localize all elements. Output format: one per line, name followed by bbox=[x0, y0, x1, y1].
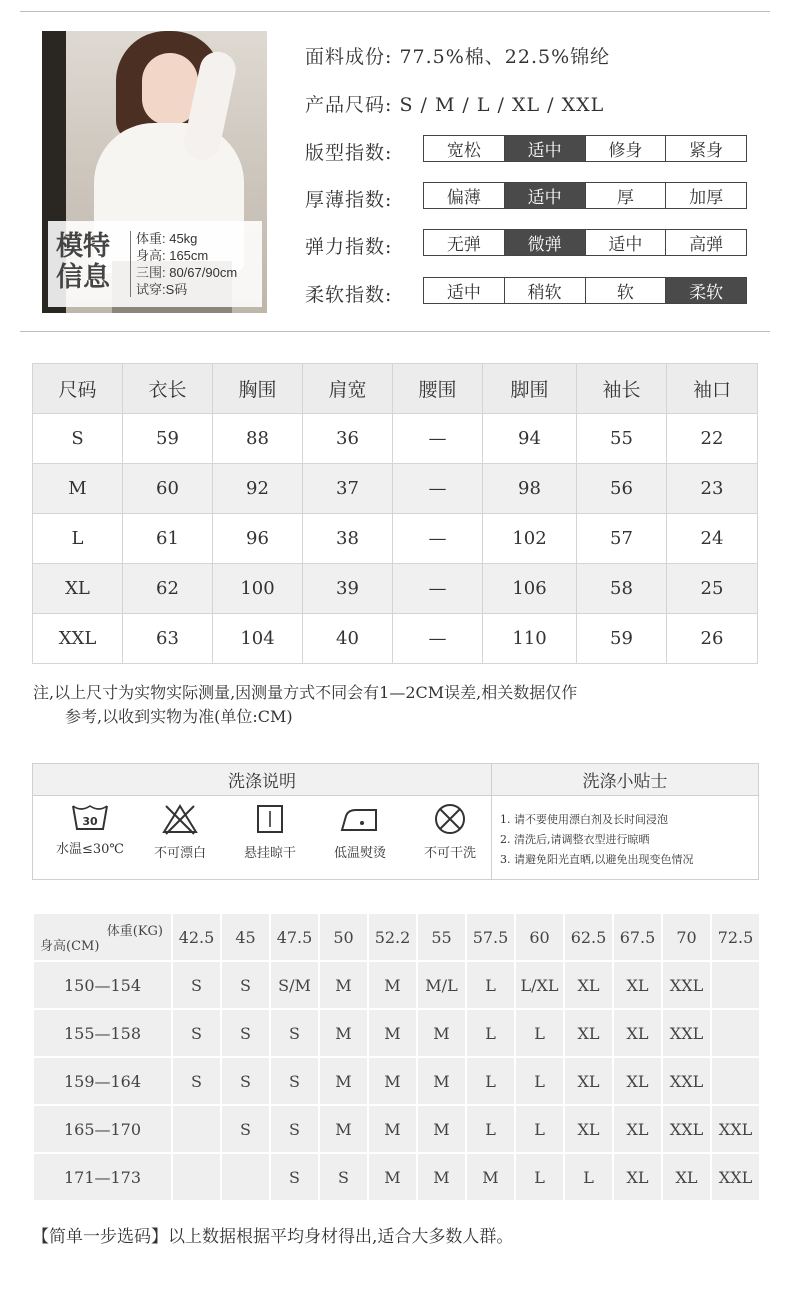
size-cell: L bbox=[467, 1106, 514, 1152]
table-cell: 92 bbox=[213, 464, 303, 514]
size-cell: XL bbox=[565, 962, 612, 1008]
model-photo bbox=[42, 31, 267, 313]
size-cell: XXL bbox=[663, 1010, 710, 1056]
table-cell: 24 bbox=[667, 514, 758, 564]
weight-header: 72.5 bbox=[712, 914, 759, 960]
table-row bbox=[34, 1058, 759, 1104]
table-row bbox=[33, 464, 758, 514]
size-cell: S bbox=[271, 1010, 318, 1056]
section-divider bbox=[20, 331, 770, 332]
wash-30-icon bbox=[70, 802, 110, 832]
index-elasticity-option-selected: 微弹 bbox=[504, 230, 585, 255]
index-softness-options bbox=[423, 277, 747, 304]
size-cell: S bbox=[271, 1106, 318, 1152]
table-cell: 104 bbox=[213, 614, 303, 664]
wash-item-label: 不可漂白 bbox=[153, 846, 206, 861]
table-cell: 88 bbox=[213, 414, 303, 464]
table-cell: XL bbox=[33, 564, 123, 614]
table-cell: 106 bbox=[483, 564, 577, 614]
model-info-title bbox=[56, 231, 126, 293]
size-cell: S bbox=[271, 1058, 318, 1104]
size-cell: L bbox=[516, 1010, 563, 1056]
index-fit-options bbox=[423, 135, 747, 162]
index-elasticity-option: 适中 bbox=[585, 230, 666, 255]
size-cell: S bbox=[271, 1154, 318, 1200]
index-thickness-option: 加厚 bbox=[665, 183, 746, 208]
size-cell: L/XL bbox=[516, 962, 563, 1008]
fit-table-corner bbox=[34, 914, 171, 960]
size-cell: S bbox=[173, 1058, 220, 1104]
washing-tips-title: 洗涤小贴士 bbox=[491, 764, 758, 796]
size-table-header-cell: 腰围 bbox=[393, 364, 483, 414]
size-cell: XL bbox=[614, 1154, 661, 1200]
table-row bbox=[34, 962, 759, 1008]
table-cell: 37 bbox=[303, 464, 393, 514]
size-cell: M bbox=[418, 1154, 465, 1200]
size-cell: S bbox=[173, 1010, 220, 1056]
table-cell: 38 bbox=[303, 514, 393, 564]
weight-header: 47.5 bbox=[271, 914, 318, 960]
weight-header: 67.5 bbox=[614, 914, 661, 960]
index-thickness-option: 厚 bbox=[585, 183, 666, 208]
weight-header: 57.5 bbox=[467, 914, 514, 960]
wash-item-low-iron bbox=[315, 802, 405, 861]
table-cell: 98 bbox=[483, 464, 577, 514]
height-range: 165—170 bbox=[34, 1106, 171, 1152]
size-cell: S bbox=[320, 1154, 367, 1200]
table-row bbox=[34, 1106, 759, 1152]
size-cell: XL bbox=[565, 1010, 612, 1056]
table-cell: 59 bbox=[123, 414, 213, 464]
size-cell: M bbox=[418, 1010, 465, 1056]
size-cell bbox=[222, 1154, 269, 1200]
washing-tip: 1. 请不要使用漂白剂及长时间浸泡 bbox=[500, 813, 668, 826]
table-cell: 96 bbox=[213, 514, 303, 564]
low-iron-icon bbox=[338, 802, 382, 836]
index-label-softness: 柔软指数: bbox=[305, 284, 393, 306]
index-fit-option: 紧身 bbox=[665, 136, 746, 161]
index-fit-option-selected: 适中 bbox=[504, 136, 585, 161]
measurement-note bbox=[33, 681, 773, 729]
size-cell: S bbox=[222, 1058, 269, 1104]
washing-title: 洗涤说明 bbox=[33, 764, 491, 796]
size-cell: M bbox=[418, 1058, 465, 1104]
size-cell bbox=[173, 1154, 220, 1200]
index-fit-option: 修身 bbox=[585, 136, 666, 161]
model-measurements: 三围: 80/67/90cm bbox=[136, 265, 238, 280]
model-info-lines bbox=[136, 230, 262, 298]
size-cell: M/L bbox=[418, 962, 465, 1008]
index-thickness-option: 偏薄 bbox=[446, 188, 481, 208]
table-cell: 62 bbox=[123, 564, 213, 614]
size-cell: S bbox=[222, 962, 269, 1008]
size-cell: S/M bbox=[271, 962, 318, 1008]
index-elasticity-option: 无弹 bbox=[446, 235, 481, 255]
size-cell: XXL bbox=[663, 1106, 710, 1152]
table-cell: S bbox=[33, 414, 123, 464]
table-cell: XXL bbox=[33, 614, 123, 664]
size-cell: XXL bbox=[712, 1106, 759, 1152]
size-cell: M bbox=[369, 1058, 416, 1104]
size-table-header-cell: 衣长 bbox=[123, 364, 213, 414]
size-recommendation-table bbox=[32, 912, 761, 1202]
table-cell: 23 bbox=[667, 464, 758, 514]
size-cell: S bbox=[222, 1010, 269, 1056]
size-cell: XL bbox=[614, 1010, 661, 1056]
model-weight: 体重: 45kg bbox=[136, 231, 198, 246]
table-cell: 59 bbox=[577, 614, 667, 664]
weight-header: 52.2 bbox=[369, 914, 416, 960]
measurement-note-line2: 参考,以收到实物为准(单位:CM) bbox=[65, 707, 293, 726]
wash-item-label: 低温熨烫 bbox=[333, 846, 386, 861]
size-cell: XL bbox=[614, 962, 661, 1008]
table-cell: 110 bbox=[483, 614, 577, 664]
size-table bbox=[32, 363, 758, 664]
size-cell: XL bbox=[565, 1058, 612, 1104]
index-softness-option: 稍软 bbox=[504, 278, 585, 303]
table-cell: — bbox=[393, 464, 483, 514]
wash-item-hang-dry bbox=[225, 802, 315, 861]
table-cell: 22 bbox=[667, 414, 758, 464]
fit-table-header bbox=[34, 914, 759, 960]
fabric-composition: 面料成份: 77.5%棉、22.5%锦纶 bbox=[305, 46, 611, 68]
weight-header: 55 bbox=[418, 914, 465, 960]
size-cell bbox=[173, 1106, 220, 1152]
size-cell: M bbox=[418, 1106, 465, 1152]
size-table-header-cell: 胸围 bbox=[213, 364, 303, 414]
wash-item-temperature bbox=[45, 802, 135, 857]
hang-dry-icon bbox=[250, 802, 290, 836]
size-table-header bbox=[33, 364, 758, 414]
measurement-note-line1: 注,以上尺寸为实物实际测量,因测量方式不同会有1—2CM误差,相关数据仅作 bbox=[33, 683, 578, 702]
model-height: 身高: 165cm bbox=[136, 248, 209, 263]
weight-header: 62.5 bbox=[565, 914, 612, 960]
size-cell bbox=[712, 1058, 759, 1104]
table-cell: — bbox=[393, 564, 483, 614]
size-cell: M bbox=[369, 1010, 416, 1056]
size-cell: M bbox=[320, 962, 367, 1008]
wash-item-label: 不可干洗 bbox=[423, 846, 476, 861]
table-cell: 26 bbox=[667, 614, 758, 664]
size-cell: XL bbox=[614, 1106, 661, 1152]
footer-note: 【简单一步选码】以上数据根据平均身材得出,适合大多数人群。 bbox=[32, 1227, 514, 1247]
index-elasticity-option: 高弹 bbox=[665, 230, 746, 255]
index-fit-option: 宽松 bbox=[446, 141, 481, 161]
size-cell: M bbox=[320, 1010, 367, 1056]
size-cell: S bbox=[173, 962, 220, 1008]
height-range: 155—158 bbox=[34, 1010, 171, 1056]
size-cell: XL bbox=[614, 1058, 661, 1104]
top-divider bbox=[20, 11, 770, 12]
size-cell: M bbox=[320, 1106, 367, 1152]
size-cell: L bbox=[467, 1058, 514, 1104]
table-cell: L bbox=[33, 514, 123, 564]
index-softness-option-selected: 柔软 bbox=[665, 278, 746, 303]
washing-panel bbox=[32, 763, 759, 880]
size-cell: M bbox=[467, 1154, 514, 1200]
weight-header: 70 bbox=[663, 914, 710, 960]
washing-tip: 2. 清洗后,请调整衣型进行晾晒 bbox=[500, 833, 650, 846]
index-thickness-options bbox=[423, 182, 747, 209]
size-table-header-cell: 尺码 bbox=[33, 364, 123, 414]
height-range: 150—154 bbox=[34, 962, 171, 1008]
table-cell: 55 bbox=[577, 414, 667, 464]
size-cell: L bbox=[467, 1010, 514, 1056]
size-cell: XXL bbox=[663, 1058, 710, 1104]
size-cell: L bbox=[516, 1106, 563, 1152]
size-cell: L bbox=[565, 1154, 612, 1200]
size-cell: L bbox=[516, 1154, 563, 1200]
size-cell: L bbox=[516, 1058, 563, 1104]
height-axis-label: 身高(CM) bbox=[40, 939, 100, 954]
table-cell: 63 bbox=[123, 614, 213, 664]
weight-header: 50 bbox=[320, 914, 367, 960]
size-table-header-cell: 肩宽 bbox=[303, 364, 393, 414]
index-label-fit: 版型指数: bbox=[305, 142, 393, 164]
model-info-title-line1: 模特 bbox=[56, 231, 110, 262]
table-row bbox=[34, 1154, 759, 1200]
size-table-header-cell: 袖长 bbox=[577, 364, 667, 414]
index-elasticity-options bbox=[423, 229, 747, 256]
table-row bbox=[34, 1010, 759, 1056]
table-cell: 58 bbox=[577, 564, 667, 614]
wash-item-no-dry-clean bbox=[405, 802, 495, 861]
table-row bbox=[33, 514, 758, 564]
size-cell: L bbox=[467, 962, 514, 1008]
table-cell: M bbox=[33, 464, 123, 514]
washing-tips-list bbox=[500, 810, 694, 870]
size-cell bbox=[712, 1010, 759, 1056]
weight-header: 45 bbox=[222, 914, 269, 960]
size-cell: XL bbox=[663, 1154, 710, 1200]
index-thickness-option-selected: 适中 bbox=[504, 183, 585, 208]
table-cell: 100 bbox=[213, 564, 303, 614]
table-row bbox=[33, 564, 758, 614]
model-tryon-size: 试穿:S码 bbox=[136, 282, 188, 297]
table-cell: 94 bbox=[483, 414, 577, 464]
height-range: 171—173 bbox=[34, 1154, 171, 1200]
size-cell: M bbox=[369, 1154, 416, 1200]
index-label-elasticity: 弹力指数: bbox=[305, 236, 393, 258]
size-cell: M bbox=[320, 1058, 367, 1104]
table-row bbox=[33, 414, 758, 464]
product-sizes: 产品尺码: S / M / L / XL / XXL bbox=[305, 94, 605, 116]
table-cell: 61 bbox=[123, 514, 213, 564]
table-cell: 56 bbox=[577, 464, 667, 514]
size-cell: M bbox=[369, 1106, 416, 1152]
washing-tip: 3. 请避免阳光直晒,以避免出现变色情况 bbox=[500, 853, 694, 866]
no-bleach-icon bbox=[160, 802, 200, 836]
wash-item-label: 水温≤30℃ bbox=[56, 842, 124, 857]
wash-item-label: 悬挂晾干 bbox=[243, 846, 296, 861]
weight-header: 42.5 bbox=[173, 914, 220, 960]
height-range: 159—164 bbox=[34, 1058, 171, 1104]
index-softness-option: 适中 bbox=[446, 283, 481, 303]
table-cell: 40 bbox=[303, 614, 393, 664]
size-cell: XXL bbox=[663, 962, 710, 1008]
table-cell: 102 bbox=[483, 514, 577, 564]
table-cell: 60 bbox=[123, 464, 213, 514]
table-cell: — bbox=[393, 514, 483, 564]
table-cell: 39 bbox=[303, 564, 393, 614]
size-cell: M bbox=[369, 962, 416, 1008]
no-dry-clean-icon bbox=[430, 802, 470, 836]
weight-header: 60 bbox=[516, 914, 563, 960]
size-cell: XL bbox=[565, 1106, 612, 1152]
model-info-title-line2: 信息 bbox=[56, 262, 110, 293]
size-cell: S bbox=[222, 1106, 269, 1152]
washing-tips bbox=[491, 796, 758, 879]
size-table-header-cell: 袖口 bbox=[667, 364, 758, 414]
table-cell: 25 bbox=[667, 564, 758, 614]
size-cell bbox=[712, 962, 759, 1008]
index-label-thickness: 厚薄指数: bbox=[305, 189, 393, 211]
table-cell: — bbox=[393, 614, 483, 664]
index-softness-option: 软 bbox=[585, 278, 666, 303]
wash-item-no-bleach bbox=[135, 802, 225, 861]
table-cell: 57 bbox=[577, 514, 667, 564]
table-row bbox=[33, 614, 758, 664]
table-cell: — bbox=[393, 414, 483, 464]
model-info-box bbox=[48, 221, 262, 307]
size-cell: XXL bbox=[712, 1154, 759, 1200]
model-info-separator bbox=[130, 231, 131, 297]
weight-axis-label: 体重(KG) bbox=[106, 924, 163, 939]
size-table-header-cell: 脚围 bbox=[483, 364, 577, 414]
table-cell: 36 bbox=[303, 414, 393, 464]
wash-temp-number: 30 bbox=[82, 815, 98, 828]
